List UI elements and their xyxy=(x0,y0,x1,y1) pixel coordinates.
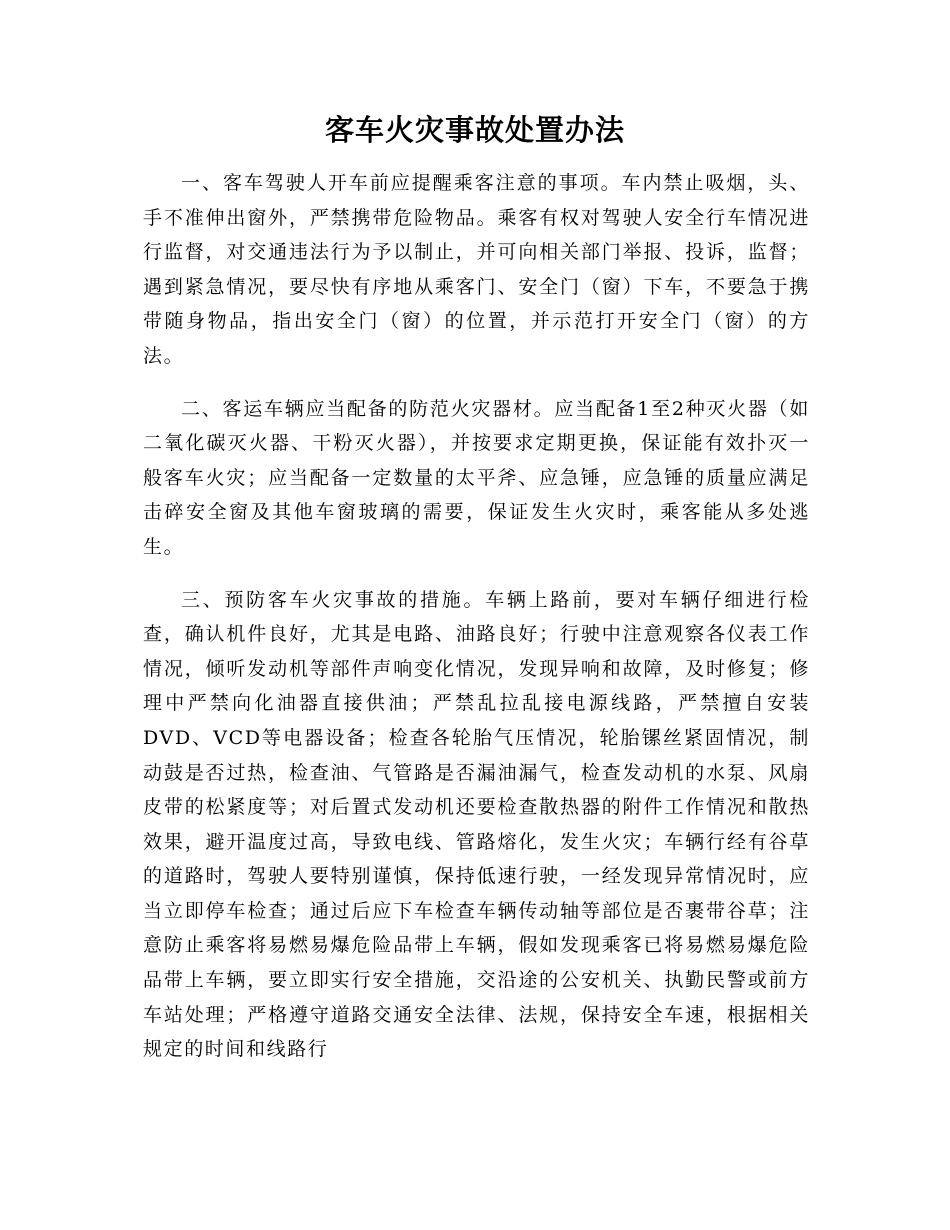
paragraph-2: 二、客运车辆应当配备的防范火灾器材。应当配备1至2种灭火器（如二氧化碳灭火器、干粉灭火器），并按要求定期更换，保证能有效扑灭一般客车火灾；应当配备一定数量的太平斧、应急锤，应急锤的质量应满足击碎安全窗及其他车窗玻璃的需要，保证发生火灾时，乘客能从多处逃生。 xyxy=(143,397,810,558)
paragraph-3: 三、预防客车火灾事故的措施。车辆上路前，要对车辆仔细进行检查，确认机件良好，尤其是电路、油路良好；行驶中注意观察各仪表工作情况，倾听发动机等部件声响变化情况，发现异响和故障，及时修复；修理中严禁向化油器直接供油；严禁乱拉乱接电源线路，严禁擅自安装DVD、VCD等电器设备；检查各轮胎气压情况，轮胎镙丝紧固情况，制动鼓是否过热，检查油、气管路是否漏油漏气，检查发动机的水泵、风扇皮带的松紧度等；对后置式发动机还要检查散热器的附件工作情况和散热效果，避开温度过高，导致电线、管路熔化，发生火灾；车辆行经有谷草的道路时，驾驶人要特别谨慎，保持低速行驶，一经发现异常情况时，应当立即停车检查；通过后应下车检查车辆传动轴等部位是否裹带谷草；注意防止乘客将易燃易爆危险品带上车辆，假如发现乘客已将易燃易爆危险品带上车辆，要立即实行安全措施，交沿途的公安机关、执勤民警或前方车站处理；严格遵守道路交通安全法律、法规，保持安全车速，根据相关规定的时间和线路行 xyxy=(143,588,810,1061)
document-title: 客车火灾事故处置办法 xyxy=(324,113,625,147)
document-body xyxy=(143,166,810,1085)
paragraph-1: 一、客车驾驶人开车前应提醒乘客注意的事项。车内禁止吸烟，头、手不准伸出窗外，严禁携带危险物品。乘客有权对驾驶人安全行车情况进行监督，对交通违法行为予以制止，并可向相关部门举报、投诉，监督；遇到紧急情况，要尽快有序地从乘客门、安全门（窗）下车，不要急于携带随身物品，指出安全门（窗）的位置，并示范打开安全门（窗）的方法。 xyxy=(143,172,810,367)
